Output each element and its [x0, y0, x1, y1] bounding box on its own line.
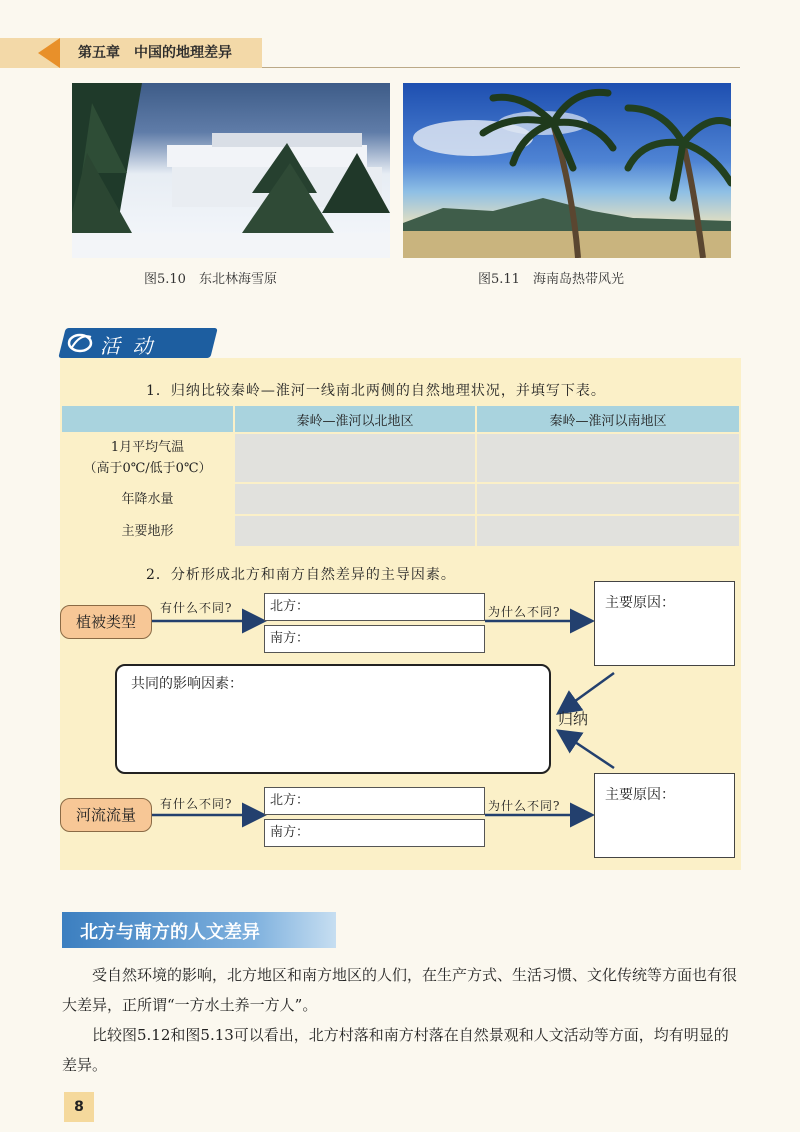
body-paragraph: 比较图5.12和图5.13可以看出，北方村落和南方村落在自然景观和人文活动等方面，均有明显的差异。 — [62, 1026, 729, 1074]
ask-why-label: 为什么不同? — [488, 799, 561, 813]
activity-badge-label: 活 动 — [100, 334, 156, 358]
section-title: 北方与南方的人文差异 — [80, 922, 260, 943]
factor-vegetation: 植被类型 — [60, 605, 152, 639]
north-answer-field[interactable]: 北方： — [264, 787, 485, 815]
ask-why-label: 为什么不同? — [488, 605, 561, 619]
south-answer-field[interactable]: 南方： — [264, 625, 485, 653]
table-header-south: 秦岭—淮河以南地区 — [476, 405, 740, 433]
main-reason-box[interactable]: 主要原因： — [594, 581, 735, 666]
question-2: 2．分析形成北方和南方自然差异的主导因素。 — [146, 567, 456, 583]
north-answer-field[interactable]: 北方： — [264, 593, 485, 621]
body-paragraph: 受自然环境的影响，北方地区和南方地区的人们，在生产方式、生活习惯、文化传统等方面也有很大差异，正所谓“一方水土养一方人”。 — [62, 966, 738, 1014]
chapter-label: 第五章 中国的地理差异 — [78, 45, 232, 61]
page-number: 8 — [64, 1092, 94, 1122]
row-label-precipitation: 年降水量 — [61, 483, 234, 515]
row-label-january-temp: 1月平均气温 （高于0℃/低于0℃） — [61, 433, 234, 483]
south-answer-field[interactable]: 南方： — [264, 819, 485, 847]
summarize-label: 归纳 — [558, 710, 589, 728]
figure-caption: 图5.10 东北林海雪原 — [144, 272, 277, 287]
question-1: 1．归纳比较秦岭—淮河一线南北两侧的自然地理状况，并填写下表。 — [146, 383, 606, 399]
row-label-landform: 主要地形 — [61, 515, 234, 547]
ask-difference-label: 有什么不同? — [160, 797, 233, 811]
common-factor-box[interactable]: 共同的影响因素： — [115, 664, 551, 774]
table-header-north: 秦岭—淮河以北地区 — [234, 405, 476, 433]
ask-difference-label: 有什么不同? — [160, 601, 233, 615]
figure-caption: 图5.11 海南岛热带风光 — [478, 272, 624, 287]
main-reason-box[interactable]: 主要原因： — [594, 773, 735, 858]
factor-river-flow: 河流流量 — [60, 798, 152, 832]
